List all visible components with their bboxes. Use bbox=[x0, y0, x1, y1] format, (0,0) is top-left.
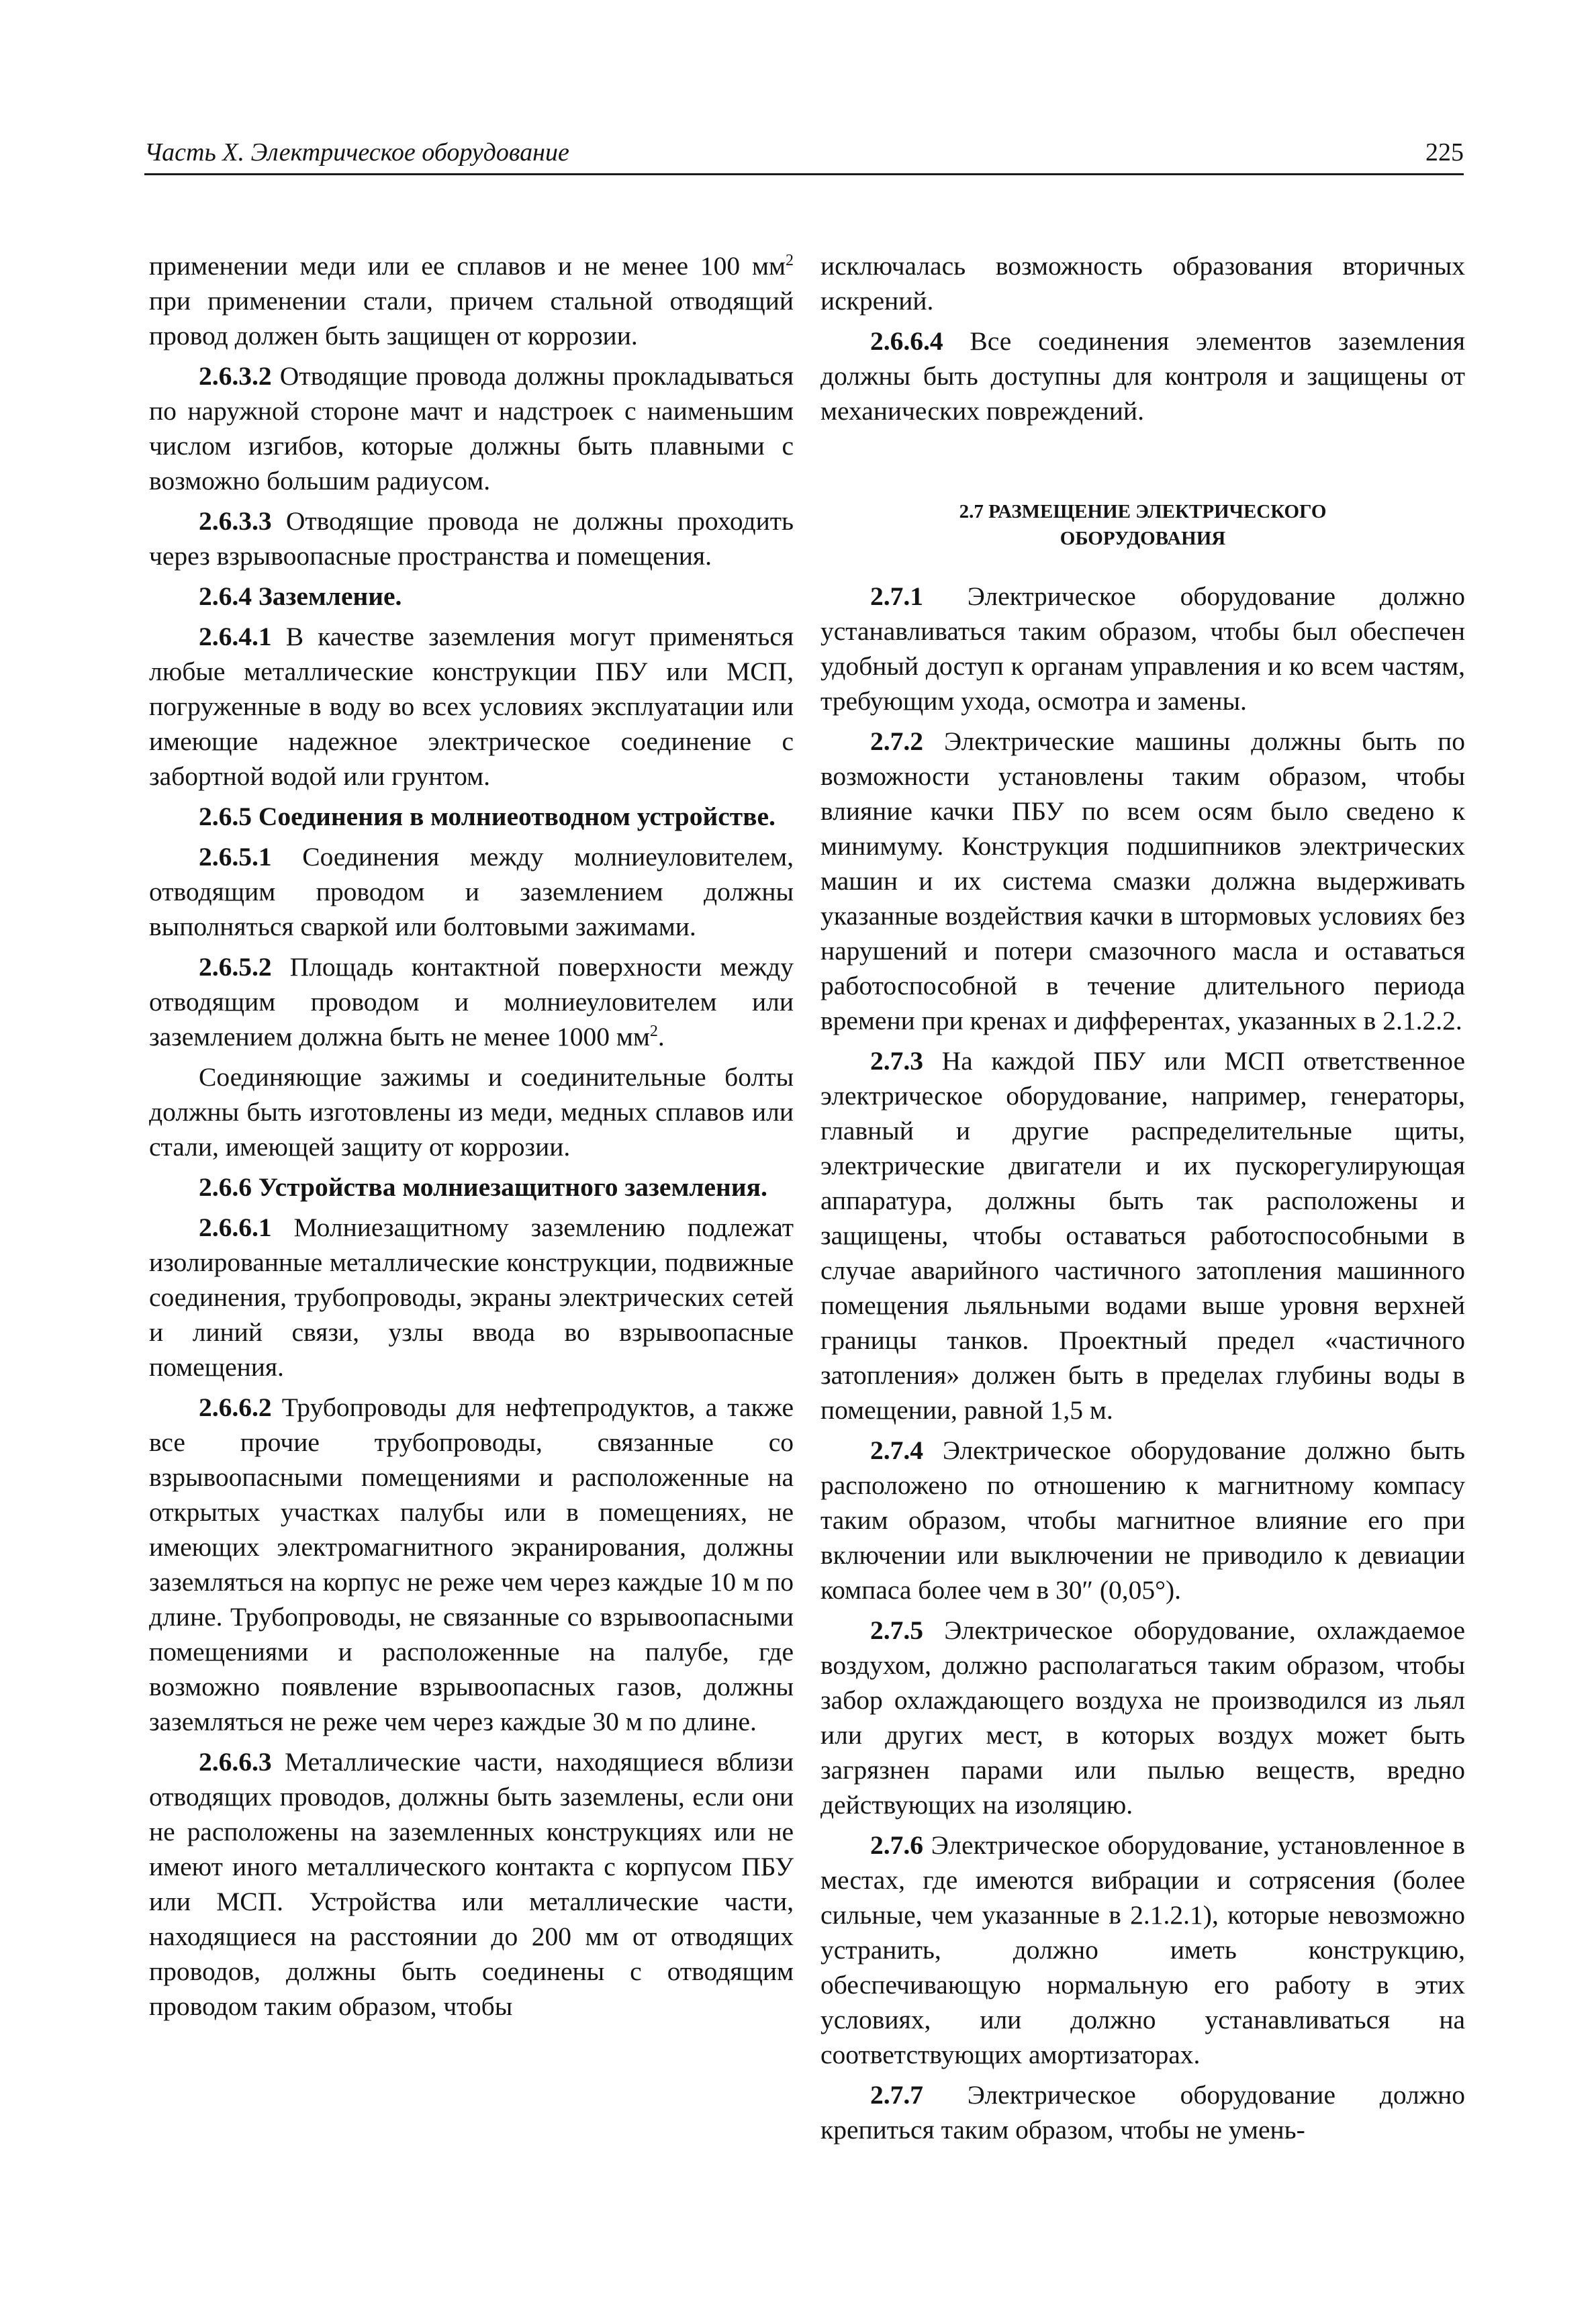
paragraph-2-7-6: 2.7.6 Электрическое оборудование, установленное в местах, где имеются вибрации и сотрясения (более сильные, чем указанные в 2.1.2.1), которые невозможно устранить, должно иметь конструкцию, обеспечивающую нормальную его работу в этих условиях, или должно устанавливаться на соответствующих амортизаторах. bbox=[820, 1830, 1465, 2069]
paragraph-2-7-3: 2.7.3 На каждой ПБУ или МСП ответственное электрическое оборудование, например, генераторы, главный и другие распределительные щиты, электрические двигатели и их пускорегулирующая аппаратура, должны быть так расположены и защищены, чтобы оставаться работоспособными в случае аварийного частичного затопления машинного помещения льяльными водами выше уровня верхней границы танков. Проектный предел «частичного затопления» должен быть в пределах глубины воды в помещении, равной 1,5 м. bbox=[820, 1046, 1465, 1425]
subheading-2-6-6: 2.6.6 Устройства молниезащитного заземления. bbox=[199, 1172, 767, 1202]
paragraph-2-7-7: 2.7.7 Электрическое оборудование должно крепиться таким образом, чтобы не умень- bbox=[820, 2080, 1465, 2145]
page-number: 225 bbox=[1425, 138, 1464, 167]
paragraph-2-6-3-3: 2.6.3.3 Отводящие провода не должны проходить через взрывоопасные пространства и помещения. bbox=[149, 506, 794, 571]
paragraph-2-7-2: 2.7.2 Электрические машины должны быть по возможности установлены таким образом, чтобы влияние качки ПБУ по всем осям было сведено к минимуму. Конструкция подшипников электрических машин и их система смазки должна выдерживать указанные воздействия качки в штормовых условиях без нарушений и потери смазочного масла и оставаться работоспособной в течение длительного периода времени при кренах и дифферентах, указанных в 2.1.2.2. bbox=[820, 726, 1465, 1035]
paragraph-2-6-6-1: 2.6.6.1 Молниезащитному заземлению подлежат изолированные металлические конструкции, подвижные соединения, трубопроводы, экраны электрических сетей и линий связи, узлы ввода во взрывоопасные помещения. bbox=[149, 1213, 794, 1382]
paragraph-2-6-3-2: 2.6.3.2 Отводящие провода должны прокладываться по наружной стороне мачт и надстроек с наименьшим числом изгибов, которые должны быть плавными с возможно большим радиусом. bbox=[149, 361, 794, 496]
right-column bbox=[820, 248, 1465, 2153]
paragraph-2-7-1: 2.7.1 Электрическое оборудование должно устанавливаться таким образом, чтобы был обеспечен удобный доступ к органам управления и ко всем частям, требующим ухода, осмотра и замены. bbox=[820, 581, 1465, 716]
paragraph: исключалась возможность образования вторичных искрений. bbox=[820, 251, 1465, 316]
running-header bbox=[144, 134, 1464, 175]
paragraph-2-6-6-4: 2.6.6.4 Все соединения элементов заземления должны быть доступны для контроля и защищены от механических повреждений. bbox=[820, 326, 1465, 426]
subheading-2-6-4: 2.6.4 Заземление. bbox=[199, 581, 402, 611]
paragraph-2-6-6-2: 2.6.6.2 Трубопроводы для нефтепродуктов, а также все прочие трубопроводы, связанные со взрывоопасными помещениями и расположенные на открытых участках палубы или в помещениях, не имеющих электромагнитного экранирования, должны заземляться на корпус не реже чем через каждые 10 м по длине. Трубопроводы, не связанные со взрывоопасными помещениями и расположенные на палубе, где возможно появление взрывоопасных газов, должны заземляться не реже чем через каждые 30 м по длине. bbox=[149, 1393, 794, 1736]
left-column bbox=[149, 248, 794, 2029]
paragraph-2-6-6-3: 2.6.6.3 Металлические части, находящиеся вблизи отводящих проводов, должны быть заземлены, если они не расположены на заземленных конструкциях или не имеют иного металлического контакта с корпусом ПБУ или МСП. Устройства или металлические части, находящиеся на расстоянии до 200 мм от отводящих проводов, должны быть соединены с отводящим проводом таким образом, чтобы bbox=[149, 1747, 794, 2021]
paragraph: Соединяющие зажимы и соединительные болты должны быть изготовлены из меди, медных сплавов или стали, имеющей защиту от коррозии. bbox=[149, 1062, 794, 1162]
paragraph: применении меди или ее сплавов и не менее 100 $мм^2$ при применении стали, причем стальной отводящий провод должен быть защищен от коррозии. bbox=[149, 251, 794, 350]
subheading-2-6-5: 2.6.5 Соединения в молниеотводном устройстве. bbox=[199, 802, 776, 831]
header-title: Часть X. Электрическое оборудование bbox=[144, 138, 569, 167]
paragraph-2-7-4: 2.7.4 Электрическое оборудование должно быть расположено по отношению к магнитному компасу таким образом, чтобы магнитное влияние его при включении или выключении не приводило к девиации компаса более чем в 30″ (0,05°). bbox=[820, 1436, 1465, 1605]
paragraph-2-7-5: 2.7.5 Электрическое оборудование, охлаждаемое воздухом, должно располагаться таким образом, чтобы забор охлаждающего воздуха не производился из льял или других мест, в которых воздух может быть загрязнен парами или пылью веществ, вредно действующих на изоляцию. bbox=[820, 1615, 1465, 1820]
paragraph-2-6-4-1: 2.6.4.1 В качестве заземления могут применяться любые металлические конструкции ПБУ или МСП, погруженные в воду во всех условиях эксплуатации или имеющие надежное электрическое соединение с забортной водой или грунтом. bbox=[149, 622, 794, 791]
paragraph-2-6-5-1: 2.6.5.1 Соединения между молниеуловителем, отводящим проводом и заземлением должны выполняться сваркой или болтовыми зажимами. bbox=[149, 842, 794, 941]
paragraph-2-6-5-2: 2.6.5.2 Площадь контактной поверхности между отводящим проводом и молниеуловителем или заземлением должна быть не менее 1000 $мм^2$. bbox=[149, 952, 794, 1051]
section-heading-2-7: 2.7 РАЗМЕЩЕНИЕ ЭЛЕКТРИЧЕСКОГО ОБОРУДОВАНИЯ bbox=[959, 501, 1327, 549]
